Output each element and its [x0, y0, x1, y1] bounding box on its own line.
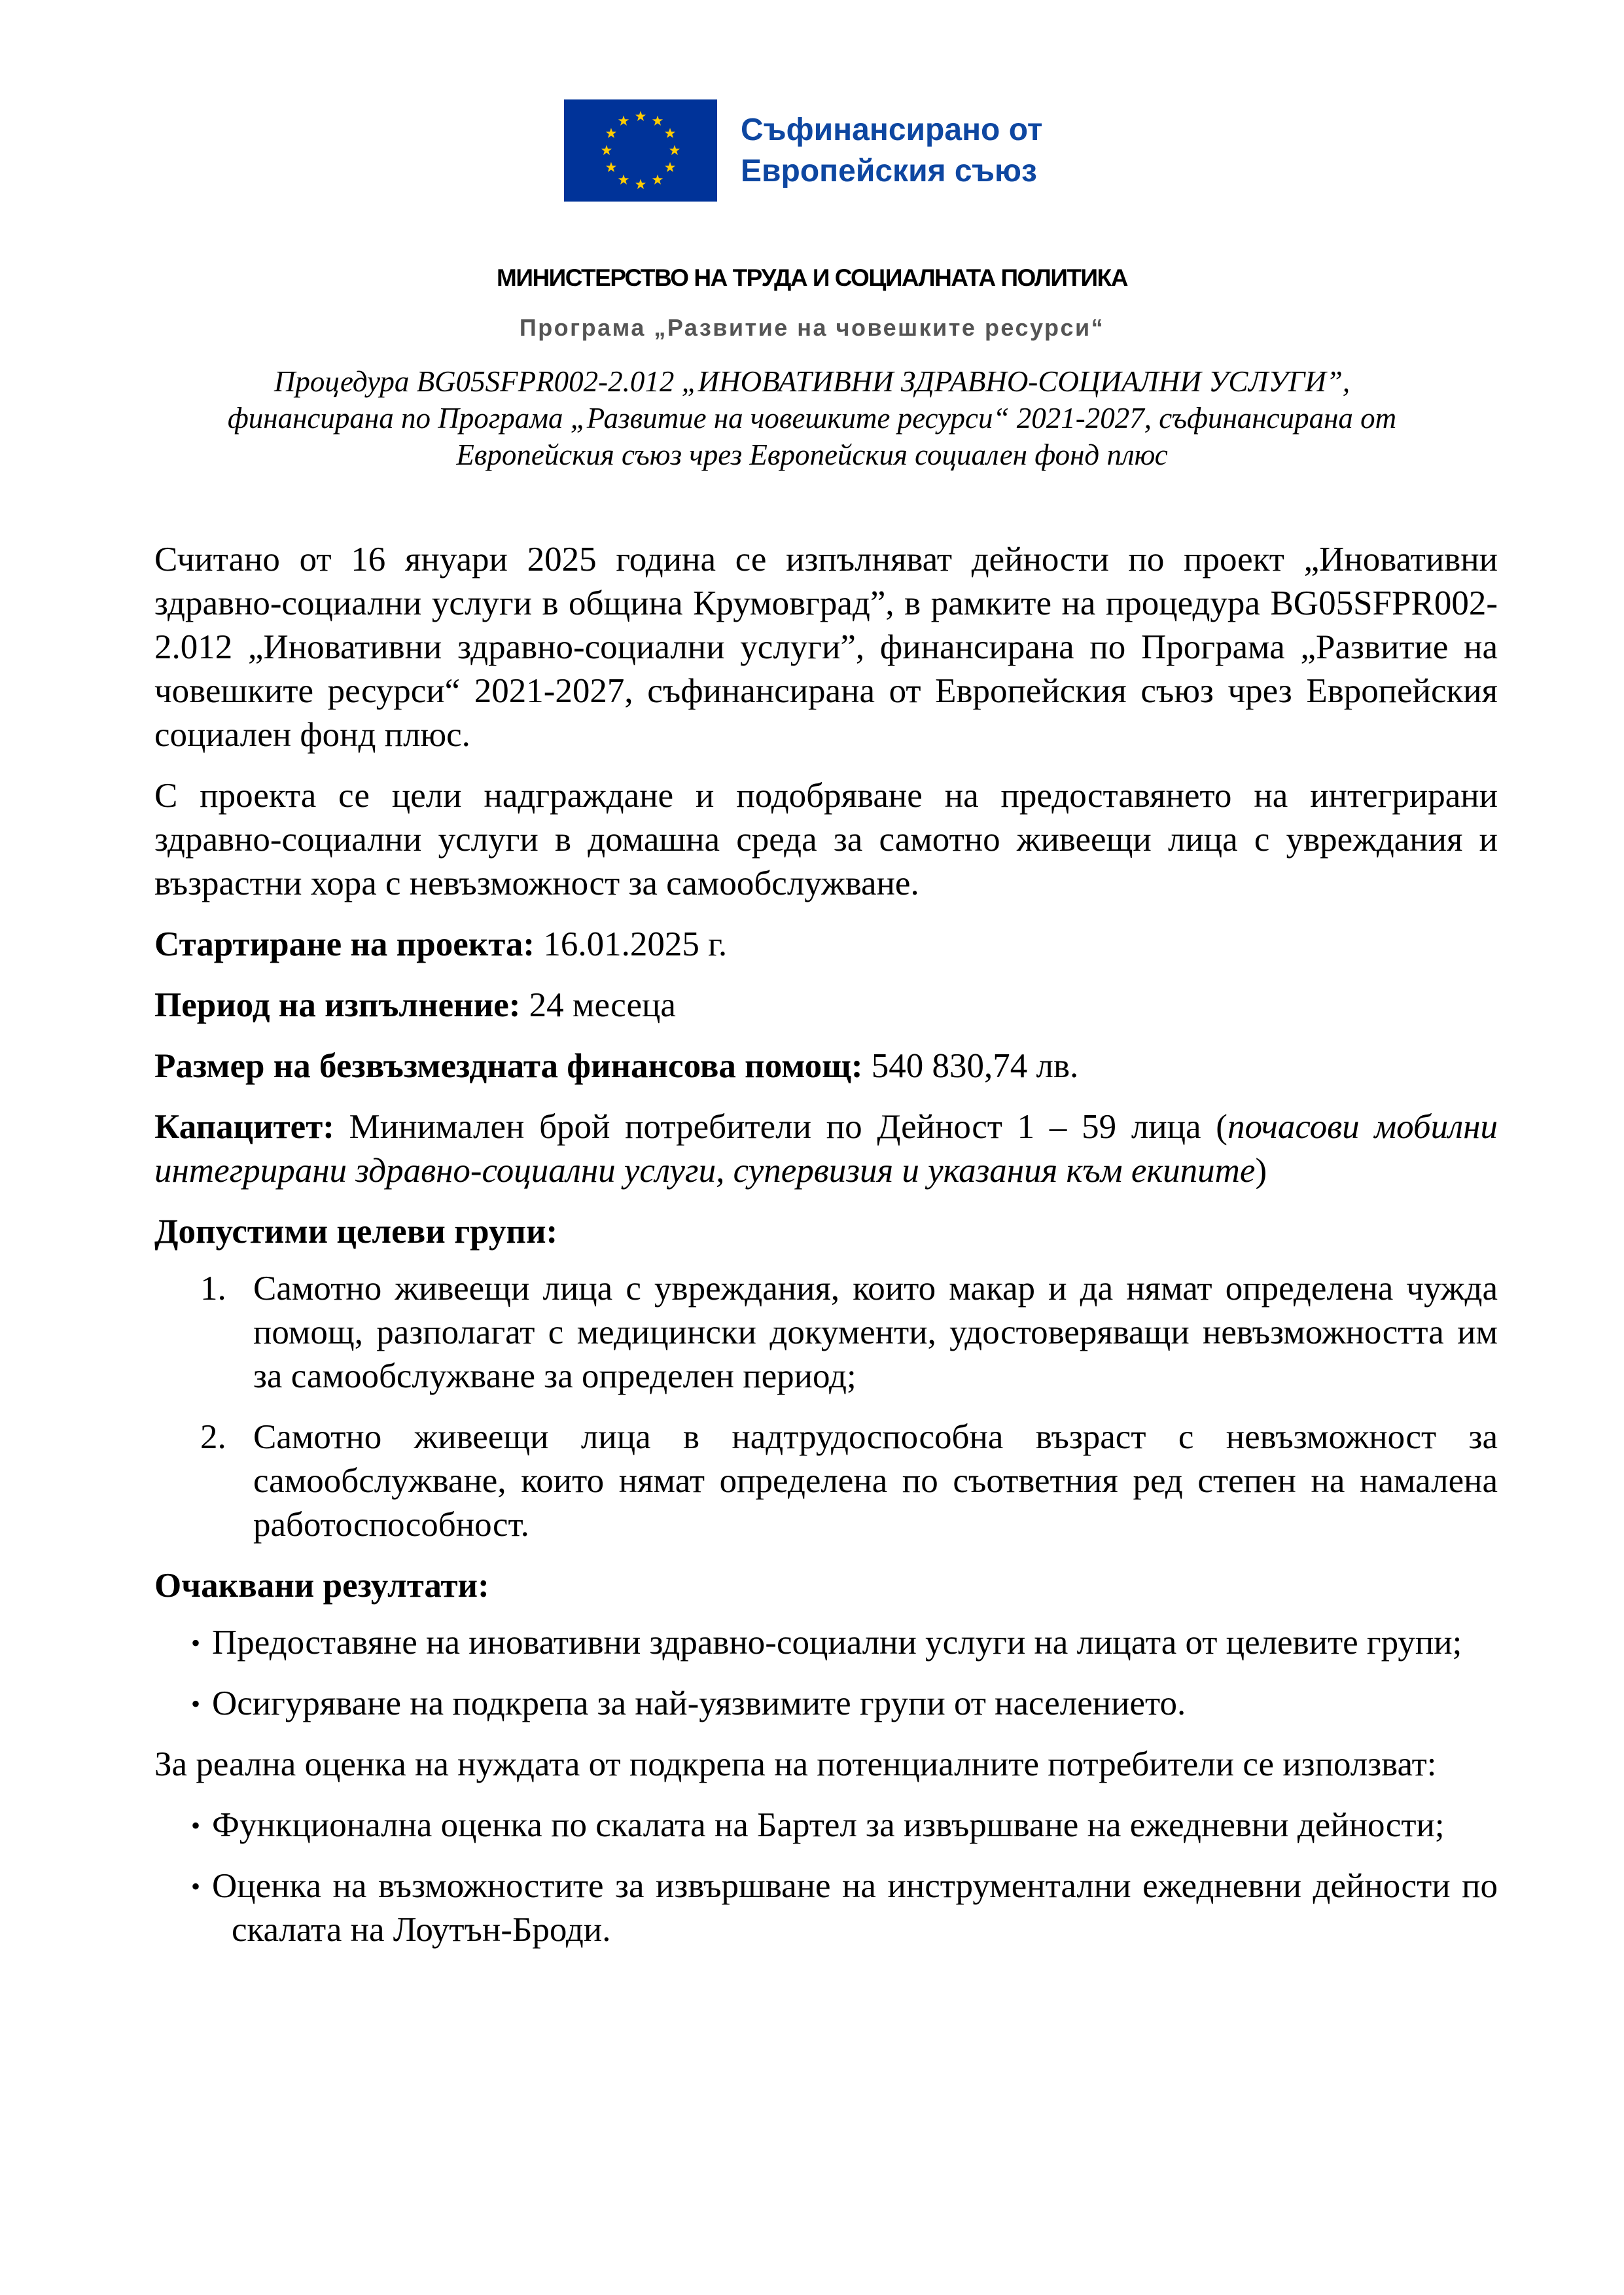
- implementation-period-value: 24 месеца: [520, 986, 676, 1024]
- procedure-line-1: Процедура BG05SFPR002-2.012 „ИНОВАТИВНИ ЗДРАВНО-СОЦИАЛНИ УСЛУГИ”,: [274, 365, 1350, 398]
- eu-cofunded-logo: [564, 99, 1087, 202]
- bullet-icon: •: [191, 1811, 201, 1840]
- grant-amount: [154, 1044, 1498, 1088]
- capacity-label: Капацитет:: [154, 1108, 334, 1146]
- expected-result-item: [154, 1682, 1498, 1726]
- grant-amount-value: 540 830,74 лв.: [862, 1047, 1079, 1085]
- cofunded-line-1: Съфинансирано от: [741, 113, 1043, 147]
- bullet-icon: •: [191, 1628, 201, 1658]
- target-group-item: [154, 1415, 1498, 1547]
- project-start-value: 16.01.2025 г.: [535, 925, 728, 963]
- expected-result-item: [154, 1621, 1498, 1665]
- capacity-close: ): [1255, 1152, 1267, 1190]
- assessment-method-item-text: Оценка на възможностите за извършване на инструментални ежедневни дейности по скалата на Лоутън-Броди.: [212, 1867, 1498, 1949]
- project-start: [154, 923, 1498, 967]
- project-start-label: Стартиране на проекта:: [154, 925, 535, 963]
- bullet-icon: •: [191, 1689, 201, 1718]
- eu-flag-icon: [564, 99, 717, 202]
- target-group-text: Самотно живеещи лица в надтрудоспособна възраст с невъзможност за самообслужване, които нямат определена по съответния ред степен на намалена работоспособност.: [253, 1418, 1498, 1544]
- expected-result-item-text: Осигуряване на подкрепа за най-уязвимите групи от населението.: [212, 1684, 1186, 1722]
- procedure-description: [118, 363, 1506, 473]
- assessment-method-item-text: Функционална оценка по скалата на Бартел за извършване на ежедневни дейности;: [212, 1806, 1445, 1844]
- capacity-value: Минимален брой потребители по Дейност 1 – 59 лица (: [334, 1108, 1227, 1146]
- logo-caption: [741, 109, 1042, 192]
- expected-results-heading: Очаквани резултати:: [154, 1567, 489, 1605]
- cofunded-line-2: Европейския съюз: [741, 154, 1037, 188]
- expected-results-list: [154, 1621, 1498, 1726]
- bullet-icon: •: [191, 1872, 201, 1901]
- target-groups-heading: Допустими целеви групи:: [154, 1213, 558, 1251]
- document-body: [154, 538, 1498, 1969]
- ministry-title: МИНИСТЕРСТВО НА ТРУДА И СОЦИАЛНАТА ПОЛИТИКА: [497, 264, 1127, 291]
- capacity-activities: почасови мобилни интегрирани здравно-социални услуги, супервизия и указания към екипите: [154, 1108, 1498, 1190]
- target-group-item: [154, 1267, 1498, 1398]
- list-number: 2.: [200, 1418, 226, 1456]
- programme-title: Програма „Развитие на човешките ресурси“: [519, 314, 1105, 341]
- grant-amount-label: Размер на безвъзмездната финансова помощ:: [154, 1047, 863, 1085]
- intro-paragraph: Считано от 16 януари 2025 година се изпълняват дейности по проект „Иновативни здравно-социални услуги в община Крумовград”, в рамките на процедура BG05SFPR002-2.012 „Иновативни здравно-социални услуги”, финансирана по Програма „Развитие на човешките ресурси“ 2021-2027, съфинансирана от Европейския съюз чрез Европейския социален фонд плюс.: [154, 541, 1498, 754]
- assessment-method-item: [154, 1864, 1498, 1952]
- assessment-methods-list: [154, 1804, 1498, 1952]
- procedure-line-2: финансирана по Програма „Развитие на човешките ресурси“ 2021-2027, съфинансирана от: [227, 402, 1397, 435]
- implementation-period-label: Период на изпълнение:: [154, 986, 521, 1024]
- list-number: 1.: [200, 1270, 226, 1308]
- expected-result-item-text: Предоставяне на иновативни здравно-социални услуги на лицата от целевите групи;: [212, 1624, 1462, 1662]
- assessment-method-item: [154, 1804, 1498, 1847]
- target-group-text: Самотно живеещи лица с увреждания, които макар и да нямат определена чужда помощ, разполагат с медицински документи, удостоверяващи невъзможността им за самообслужване за определен период;: [253, 1270, 1498, 1395]
- goal-paragraph: С проекта се цели надграждане и подобряване на предоставянето на интегрирани здравно-социални услуги в домашна среда за самотно живеещи лица с увреждания и възрастни хора с невъзможност за самообслужване.: [154, 777, 1498, 902]
- capacity: [154, 1105, 1498, 1193]
- target-groups-list: [154, 1267, 1498, 1547]
- assessment-intro: За реална оценка на нуждата от подкрепа на потенциалните потребители се използват:: [154, 1745, 1437, 1783]
- implementation-period: [154, 984, 1498, 1027]
- procedure-line-3: Европейския съюз чрез Европейския социален фонд плюс: [456, 438, 1168, 471]
